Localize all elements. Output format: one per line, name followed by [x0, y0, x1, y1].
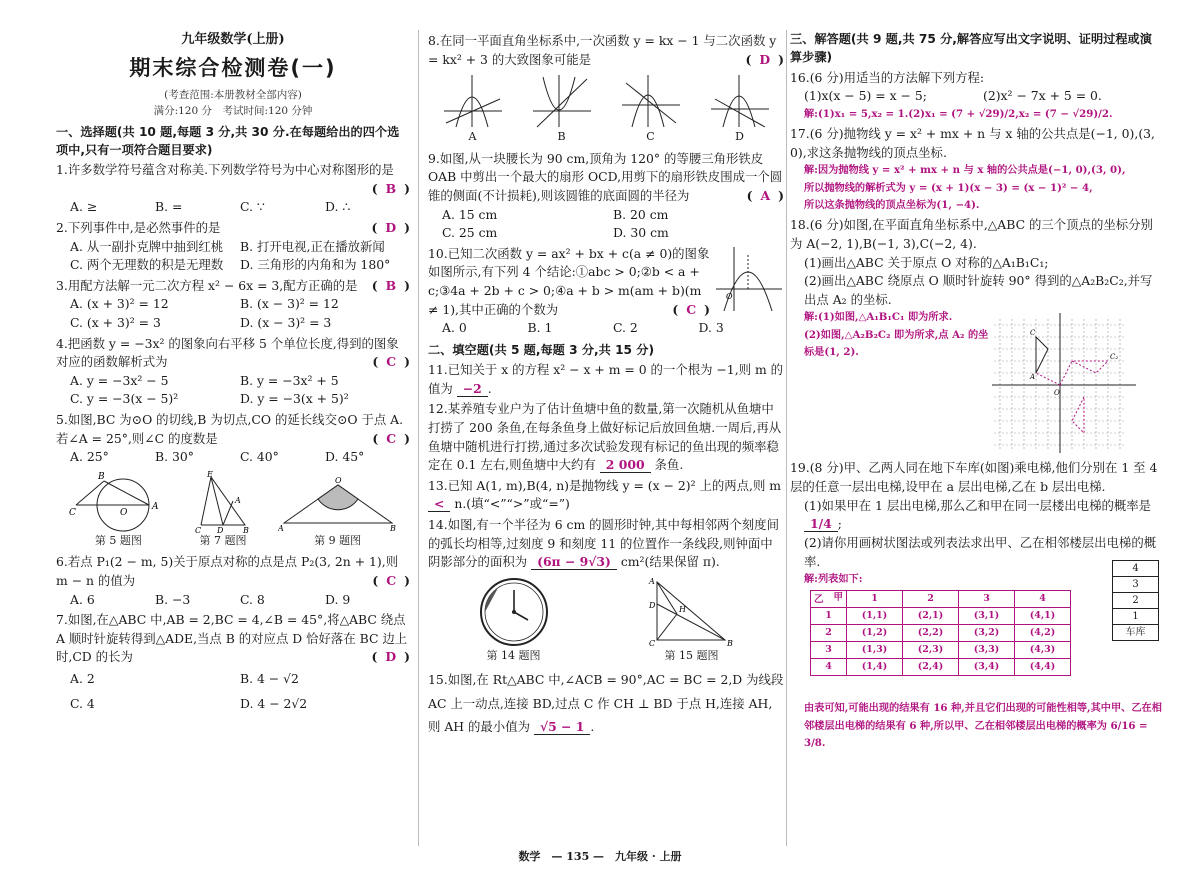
option-a: A. ≥ [70, 199, 98, 215]
table-cell: (2,1) [903, 608, 959, 625]
option-b: B. 30° [155, 449, 194, 465]
option-d: D. 9 [325, 591, 351, 607]
rotation-triangle-diagram [193, 471, 253, 533]
svg-text:D: D [648, 600, 655, 610]
parabola-graph-a [442, 73, 504, 129]
solution-intro: 解:列表如下: [804, 573, 863, 586]
figure-7 [193, 471, 253, 550]
answer-bracket: ( B ) [371, 180, 410, 196]
exam-scope: (考查范围:本册教材全部内容) [164, 89, 302, 101]
floor-cell: 车库 [1113, 625, 1159, 641]
table-cell: (1,2) [847, 625, 903, 642]
option-b: B. 1 [527, 320, 553, 336]
table-cell: (4,3) [1015, 642, 1071, 659]
option-c: C. 两个无理数的积是无理数 [70, 257, 224, 273]
question-19 [790, 459, 1162, 752]
option-c: C. 25 cm [442, 225, 498, 241]
answer: 1/4 [804, 516, 838, 532]
answer: D [385, 219, 397, 235]
clock-icon [476, 576, 552, 648]
figure-9 [278, 471, 398, 550]
column-divider [786, 30, 787, 846]
table-cell: (4,4) [1015, 659, 1071, 676]
options [56, 198, 410, 217]
option-c: C. y = −3(x − 5)² [70, 391, 179, 407]
corner-top-label: 甲 [833, 592, 843, 604]
question-stem: 18.(6 分)如图,在平面直角坐标系中,△ABC 的三个顶点的坐标分别为 A(−2, 1),B(−1, 3),C(−2, 4). [790, 217, 1153, 252]
answer: B [385, 277, 397, 293]
question-14 [428, 516, 784, 572]
option-c: C. (x + 3)² = 3 [70, 314, 161, 330]
figure-caption: 第 15 题图 [664, 648, 719, 662]
question-stem: 10.已知二次函数 y = ax² + bx + c(a ≠ 0)的图象如图所示,有下列 4 个结论:①abc > 0;②b < a + c;③4a + 2b + c > 0;④a + b > m(am + b)(m ≠ 1),其中正确的个数为 [428, 245, 710, 317]
part-1: (1)画出△ABC 关于原点 O 对称的△A₁B₁C₁; [804, 254, 1049, 270]
figure-caption: 第 14 题图 [486, 648, 541, 662]
question-stem: 8.在同一平面直角坐标系中,一次函数 y = kx − 1 与二次函数 y = kx² + 3 的大致图象可能是 [428, 33, 777, 67]
option-d: D. ∴ [325, 199, 351, 215]
floor-cell: 1 [1113, 609, 1159, 625]
graph-label: B [557, 130, 566, 144]
options [56, 591, 410, 610]
graph-label: D [735, 130, 744, 144]
answer: −2 [457, 381, 488, 397]
option-a: A. 0 [442, 320, 467, 336]
svg-text:B: B [389, 523, 396, 533]
option-d: D. 45° [325, 449, 365, 465]
options [56, 295, 410, 332]
svg-text:O: O [120, 507, 128, 518]
option-b: B. = [155, 199, 183, 215]
svg-text:B: B [242, 525, 249, 533]
table-cell: (2,4) [903, 659, 959, 676]
answer-bracket: ( D ) [371, 219, 410, 235]
table-cell: (4,2) [1015, 625, 1071, 642]
table-cell: (1,4) [847, 659, 903, 676]
figures-row-2 [428, 576, 784, 665]
option-d: D. 三角形的内角和为 180° [240, 257, 391, 273]
graph-options [428, 73, 784, 146]
option-b: B. (x − 3)² = 12 [240, 296, 339, 312]
question-tail: 条鱼. [654, 457, 684, 473]
svg-text:D: D [216, 525, 224, 533]
svg-text:C: C [1030, 329, 1036, 338]
page-footer: 数学 — 135 — 九年级 · 上册 [518, 849, 682, 863]
question-stem: 14.如图,有一个半径为 6 cm 的圆形时钟,其中每相邻两个刻度间的弧长均相等,过刻度 9 和刻度 11 的位置作一条线段,则钟面中阴影部分的面积为 [428, 516, 779, 570]
answer: C [386, 354, 397, 370]
table-cell: (3,3) [959, 642, 1015, 659]
svg-text:H: H [678, 604, 686, 614]
question-stem: 15.如图,在 Rt△ABC 中,∠ACB = 90°,AC = BC = 2,D 为线段 AC 上一动点,连接 BD,过点 C 作 CH ⊥ BD 于点 H,连接 AH,则 AH 的最小值为 [428, 672, 784, 735]
question-stem: 3.用配方法解一元二次方程 x² − 6x = 3,配方正确的是 [56, 277, 358, 293]
answer-bracket: ( C ) [372, 430, 410, 446]
svg-text:B: B [98, 471, 105, 482]
column-header: 3 [959, 591, 1015, 608]
svg-text:O: O [334, 475, 342, 485]
option-a: A. 2 [70, 671, 95, 686]
parabola-graph-d [709, 73, 771, 129]
sector-triangle-diagram [278, 471, 398, 533]
solution [790, 162, 1162, 214]
answer: √5 − 1 [534, 719, 590, 735]
question-11: 11.已知关于 x 的方程 x² − x + m = 0 的一个根为 −1,则 m 的值为 −2 . [428, 362, 784, 396]
question-17 [790, 125, 1162, 214]
answer-bracket: ( C ) [372, 354, 410, 370]
question-3 [56, 277, 410, 333]
options [428, 206, 784, 243]
answer: C [686, 301, 697, 317]
part-2: (2)x² − 7x + 5 = 0. [983, 88, 1102, 104]
svg-text:O: O [1054, 389, 1060, 398]
question-5 [56, 411, 410, 467]
answer: < [428, 496, 450, 512]
column-header: 2 [903, 591, 959, 608]
solution-conclusion: 由表可知,可能出现的结果有 16 种,并且它们出现的可能性相等,其中甲、乙在相邻楼层出电梯的结果有 6 种,所以甲、乙在相邻楼层出电梯的概率为 6/16 = 3/8. [804, 702, 1162, 750]
option-a: A. 15 cm [442, 206, 498, 222]
question-tail: cm²(结果保留 π). [620, 554, 720, 570]
question-stem: 1.许多数学符号蕴含对称美.下列数学符号为中心对称图形的是 [56, 162, 394, 178]
svg-text:O: O [726, 291, 733, 301]
question-16 [790, 69, 1162, 124]
column-1 [56, 30, 410, 717]
option-d: D. 4 − 2√2 [240, 695, 308, 711]
table-cell: (3,2) [959, 625, 1015, 642]
row-header: 2 [811, 625, 847, 642]
answer: D [385, 649, 397, 665]
option-c: C. 8 [240, 591, 265, 607]
floor-cell: 2 [1113, 593, 1159, 609]
answer: 2 000 [600, 457, 651, 473]
question-stem: 17.(6 分)抛物线 y = x² + mx + n 与 x 轴的公共点是(−1, 0),(3, 0),求这条抛物线的顶点坐标. [790, 126, 1155, 160]
question-13 [428, 477, 784, 514]
floor-diagram [1112, 560, 1159, 641]
page-title: 期末综合检测卷(一) [129, 55, 337, 80]
table-cell: (2,2) [903, 625, 959, 642]
figure-caption: 第 5 题图 [94, 533, 142, 547]
solution-line: 解:因为抛物线 y = x² + mx + n 与 x 轴的公共点是(−1, 0),(3, 0), [804, 164, 1126, 177]
option-a: A. 6 [70, 591, 95, 607]
answer-bracket: ( C ) [672, 301, 710, 317]
section-1-title: 一、选择题(共 10 题,每题 3 分,共 30 分.在每题给出的四个选项中,只有一项符合题目要求) [56, 124, 400, 157]
circle-tangent-diagram [68, 471, 168, 533]
table-row [811, 659, 1071, 676]
section-2-title: 二、填空题(共 5 题,每题 3 分,共 15 分) [428, 342, 655, 357]
answer-bracket: ( C ) [372, 572, 410, 588]
table-corner [811, 591, 847, 608]
option-a: A. 25° [70, 449, 109, 465]
option-c: C. ∵ [240, 199, 265, 215]
svg-text:E: E [206, 470, 213, 479]
table-row [811, 625, 1071, 642]
option-c: C. 2 [613, 320, 638, 336]
table-cell: (1,3) [847, 642, 903, 659]
question-stem: 11.已知关于 x 的方程 x² − x + m = 0 的一个根为 −1,则 m 的值为 [428, 362, 784, 396]
question-stem: 4.把函数 y = −3x² 的图象向右平移 5 个单位长度,得到的图象对应的函数解析式为 [56, 335, 399, 370]
column-3 [790, 30, 1162, 752]
figure-caption: 第 7 题图 [199, 533, 247, 547]
answer-bracket: ( D ) [371, 649, 410, 665]
question-1 [56, 161, 410, 217]
question-stem: 19.(8 分)甲、乙两人同在地下车库(如图)乘电梯,他们分别在 1 至 4 层的任意一层出电梯,设甲在 a 层出电梯,乙在 b 层出电梯. [790, 460, 1158, 495]
svg-text:A: A [648, 576, 655, 586]
solution: 解:(1)x₁ = 5,x₂ = 1.(2)x₁ = (7 + √29)/2,x₂ = (7 − √29)/2. [804, 107, 1113, 120]
column-divider [418, 30, 419, 846]
option-b: B. 打开电视,正在播放新闻 [240, 238, 385, 254]
question-18 [790, 216, 1162, 457]
question-stem: 7.如图,在△ABC 中,AB = 2,BC = 4,∠B = 45°,将△ABC 绕点 A 顺时针旋转得到△ADE,当点 B 的对应点 D 恰好落在 BC 边上时,CD 的长为 [56, 612, 408, 665]
question-stem: 2.下列事件中,是必然事件的是 [56, 219, 221, 235]
option-c: C. 40° [240, 449, 279, 465]
graph-label: A [468, 130, 477, 144]
coordinate-grid-diagram [990, 309, 1140, 457]
graph-option-c [620, 73, 682, 146]
part-1: (1)x(x − 5) = x − 5; [804, 88, 927, 104]
question-8 [428, 32, 784, 146]
question-stem: 5.如图,BC 为⊙O 的切线,B 为切点,CO 的延长线交⊙O 于点 A.若∠A = 25°,则∠C 的度数是 [56, 412, 404, 446]
question-tail: n.(填“<”“>”或“=”) [454, 496, 570, 512]
svg-text:A: A [277, 523, 284, 533]
q18-solution-row [790, 309, 1162, 457]
question-parts [790, 87, 1162, 106]
table-cell: (2,3) [903, 642, 959, 659]
solution-line: 解:(1)如图,△A₁B₁C₁ 即为所求. [804, 311, 953, 324]
column-header: 4 [1015, 591, 1071, 608]
option-d: D. 30 cm [613, 225, 669, 241]
graph-option-d [709, 73, 771, 146]
row-header: 4 [811, 659, 847, 676]
column-header: 1 [847, 591, 903, 608]
table-row [811, 608, 1071, 625]
answer: D [759, 51, 771, 67]
option-c: C. 4 [70, 695, 95, 711]
part-2: (2)画出△ABC 绕原点 O 顺时针旋转 90° 得到的△A₂B₂C₂,并写出点 A₂ 的坐标. [804, 273, 1153, 307]
question-12 [428, 400, 784, 474]
row-header: 3 [811, 642, 847, 659]
answer-bracket: ( A ) [746, 187, 784, 203]
table-cell: (3,4) [959, 659, 1015, 676]
option-b: B. −3 [155, 591, 191, 607]
question-stem: 6.若点 P₁(2 − m, 5)关于原点对称的点是点 P₂(3, 2n + 1),则 m − n 的值为 [56, 554, 399, 588]
section-3-title: 三、解答题(共 9 题,共 75 分,解答应写出文字说明、证明过程或演算步骤) [790, 32, 1152, 65]
svg-text:B: B [726, 638, 733, 648]
parabola-graph-c [620, 73, 682, 129]
question-7 [56, 611, 410, 716]
answer-bracket: ( D ) [745, 51, 784, 67]
floor-cell: 4 [1113, 561, 1159, 577]
options [56, 667, 410, 717]
option-a: A. 从一副扑克牌中抽到红桃 [70, 238, 224, 254]
part-1-text: (1)如果甲在 1 层出电梯,那么乙和甲在同一层楼出电梯的概率是 [804, 497, 1152, 513]
option-d: D. y = −3(x + 5)² [240, 391, 349, 407]
exam-meta: 满分:120 分 考试时间:120 分钟 [153, 104, 313, 117]
solution-line: 所以抛物线的解析式为 y = (x + 1)(x − 3) = (x − 1)² − 4, [804, 181, 1093, 194]
floor-cell: 3 [1113, 577, 1159, 593]
part-1: (1)如果甲在 1 层出电梯,那么乙和甲在同一层楼出电梯的概率是 1/4 ; [804, 497, 1152, 532]
figure-5 [68, 471, 168, 550]
question-stem: 16.(6 分)用适当的方法解下列方程: [790, 69, 985, 85]
question-stem: 9.如图,从一块腰长为 90 cm,顶角为 120° 的等腰三角形铁皮 OAB 中剪出一个最大的扇形 OCD,用剪下的扇形铁皮围成一个圆锥的侧面(不计损耗),则该圆锥的底面圆的半径为 [428, 150, 783, 203]
svg-text:A: A [152, 501, 159, 512]
quadratic-graph-diagram [714, 245, 784, 313]
graph-label: C [646, 130, 655, 144]
parabola-graph-b [531, 73, 593, 129]
graph-option-a [442, 73, 504, 146]
answer-bracket: ( B ) [371, 277, 410, 293]
question-6 [56, 553, 410, 609]
question-2 [56, 219, 410, 275]
table-cell: (3,1) [959, 608, 1015, 625]
option-b: B. 20 cm [613, 206, 669, 222]
option-b: B. 4 − √2 [240, 671, 299, 686]
question-stem: 12.某养殖专业户为了估计鱼塘中鱼的数量,第一次随机从鱼塘中打捞了 200 条鱼,在每条鱼身上做好标记后放回鱼塘.一周后,再从鱼塘中随机进行打捞,通过多次试验发现有标记的鱼出现的频率稳定在 0.1 左右,则鱼塘中大约有 [428, 401, 782, 473]
answer: A [760, 187, 771, 203]
solution-line: 所以这条抛物线的顶点坐标为(1, −4). [804, 199, 980, 212]
table-cell: (1,1) [847, 608, 903, 625]
option-d: D. 3 [698, 320, 724, 336]
solution-line: (2)如图,△A₂B₂C₂ 即为所求,点 A₂ 的坐标是(1, 2). [804, 328, 989, 359]
figure-15 [647, 576, 737, 665]
corner-bottom-label: 乙 [814, 594, 824, 606]
solution [790, 309, 990, 457]
question-9 [428, 150, 784, 243]
column-2 [428, 30, 784, 739]
options [56, 372, 410, 409]
question-4 [56, 335, 410, 409]
option-a: A. y = −3x² − 5 [70, 372, 169, 388]
figure-caption: 第 9 题图 [314, 533, 362, 547]
question-stem: 13.已知 A(1, m),B(4, n)是抛物线 y = (x − 2)² 上的两点,则 m [428, 477, 782, 493]
answer: C [386, 430, 397, 446]
option-a: A. (x + 3)² = 12 [70, 296, 169, 312]
svg-text:A: A [1030, 373, 1036, 382]
figures-row-1 [56, 471, 410, 550]
figure-14 [476, 576, 552, 665]
right-triangle-diagram [647, 576, 737, 648]
options [56, 238, 410, 275]
answer: B [385, 180, 397, 196]
table-cell: (4,1) [1015, 608, 1071, 625]
outcome-table [810, 590, 1071, 676]
svg-text:C₂: C₂ [1110, 353, 1119, 362]
svg-text:A: A [234, 495, 241, 505]
options [428, 319, 784, 338]
answer: (6π − 9√3) [531, 554, 617, 570]
graph-option-b [531, 73, 593, 146]
svg-text:C: C [648, 638, 655, 648]
answer: C [386, 572, 397, 588]
table-row [811, 642, 1071, 659]
part-2: (2)请你用画树状图法或列表法求出甲、乙在相邻楼层出电梯的概率. [804, 534, 1157, 569]
option-b: B. y = −3x² + 5 [240, 372, 339, 388]
grade-label: 九年级数学(上册) [181, 32, 285, 47]
option-d: D. (x − 3)² = 3 [240, 314, 332, 330]
question-15: 15.如图,在 Rt△ABC 中,∠ACB = 90°,AC = BC = 2,D 为线段 AC 上一动点,连接 BD,过点 C 作 CH ⊥ BD 于点 H,连接 AH,则 AH 的最小值为 √5 − 1 . [428, 672, 784, 735]
question-10 [428, 245, 784, 338]
svg-text:C: C [69, 507, 77, 518]
svg-text:C: C [194, 525, 202, 533]
row-header: 1 [811, 608, 847, 625]
options [56, 448, 410, 467]
